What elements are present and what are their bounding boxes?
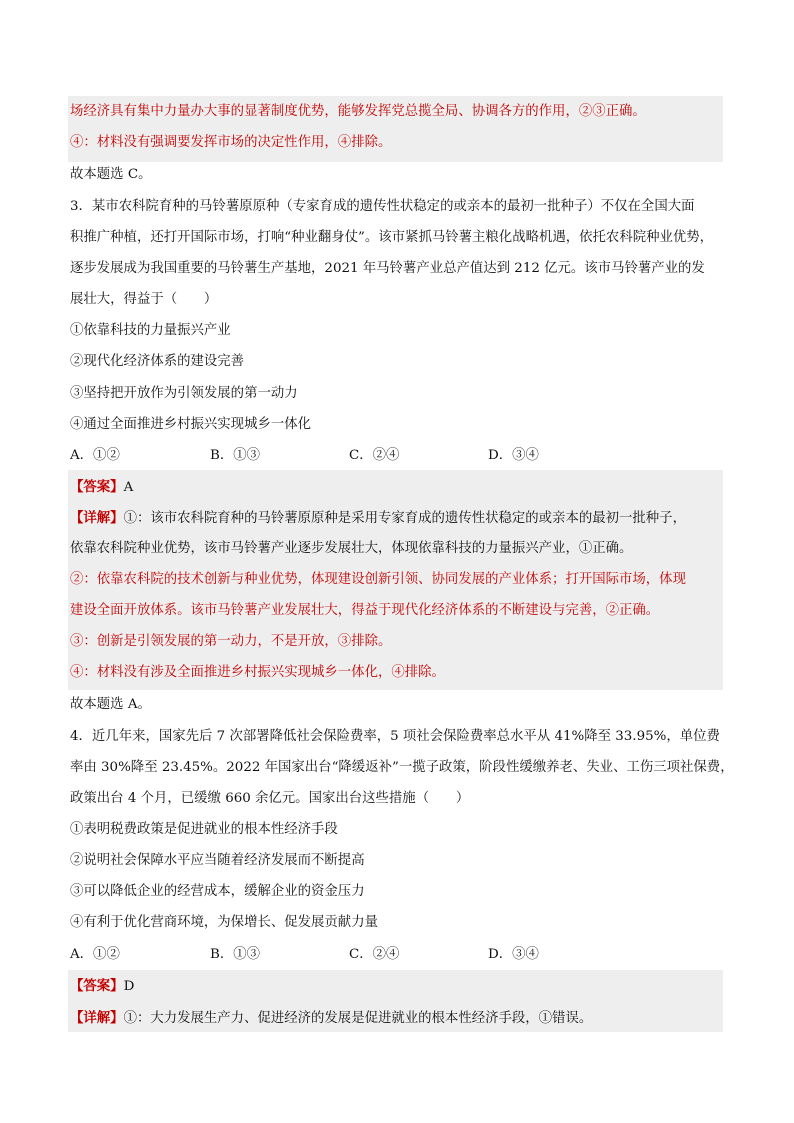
q3-detail-2b: 建设全面开放体系。该市马铃薯产业发展壮大，得益于现代化经济体系的不断建设与完善，②正确。 [70, 603, 660, 618]
q3-item-1: ①依靠科技的力量振兴产业 [70, 323, 231, 338]
q2-conclusion: 故本题选 C。 [70, 167, 152, 182]
q3-option-d: D．③④ [488, 448, 539, 463]
q4-option-c: C．②④ [349, 947, 400, 962]
q3-stem-line-1: 3．某市农科院育种的马铃薯原原种（专家育成的遗传性状稳定的或亲本的最初一批种子）不仅在全国大面 [70, 199, 695, 214]
q4-detail-1: ①：大力发展生产力、促进经济的发展是促进就业的根本性经济手段，①错误。 [123, 1011, 593, 1026]
q4-option-d: D．③④ [488, 947, 539, 962]
q3-detail-4: ④：材料没有涉及全面推进乡村振兴实现城乡一体化，④排除。 [70, 665, 445, 680]
q3-detail-line-1 [70, 508, 686, 529]
q3-detail-3: ③：创新是引领发展的第一动力，不是开放，③排除。 [70, 634, 392, 649]
q3-stem-line-3: 逐步发展成为我国重要的马铃薯生产基地，2021 年马铃薯产业总产值达到 212 亿元。该市马铃薯产业的发 [70, 261, 705, 276]
q4-answer-tag: 【答案】 [70, 978, 124, 994]
q3-item-3: ③坚持把开放作为引领发展的第一动力 [70, 386, 298, 401]
q3-answer-line [70, 477, 133, 498]
q3-detail-1a: ①：该市农科院育种的马铃薯原原种是采用专家育成的遗传性状稳定的或亲本的最初一批种子， [123, 511, 686, 526]
q2-analysis-line-1: 场经济具有集中力量办大事的显著制度优势，能够发挥党总揽全局、协调各方的作用，②③正确。 [70, 104, 646, 119]
q3-option-b: B．①③ [210, 448, 261, 463]
q4-option-a: A．①② [70, 947, 120, 962]
q2-analysis-line-2: ④：材料没有强调要发挥市场的决定性作用，④排除。 [70, 135, 392, 150]
q4-stem-line-1: 4．近几年来，国家先后 7 次部署降低社会保险费率，5 项社会保险费率总水平从 41%降至 33.95%，单位费 [70, 729, 720, 744]
q3-stem-line-4: 展壮大，得益于（ ） [70, 292, 218, 307]
q3-detail-1b: 依靠农科院种业优势，该市马铃薯产业逐步发展壮大，体现依靠科技的力量振兴产业，①正确。 [70, 541, 633, 556]
q4-detail-line-1 [70, 1008, 592, 1029]
q3-detail-2a: ②：依靠农科院的技术创新与种业优势，体现建设创新引领、协同发展的产业体系；打开国际市场，体现 [70, 572, 686, 587]
q3-option-c: C．②④ [349, 448, 400, 463]
q4-detail-tag: 【详解】 [70, 1010, 124, 1026]
q4-answer-value: D [123, 979, 135, 994]
q3-item-2: ②现代化经济体系的建设完善 [70, 354, 245, 369]
q4-item-1: ①表明税费政策是促进就业的根本性经济手段 [70, 822, 338, 837]
q4-answer-line [70, 976, 134, 997]
q4-item-4: ④有利于优化营商环境，为保增长、促发展贡献力量 [70, 915, 378, 930]
q4-item-2: ②说明社会保障水平应当随着经济发展而不断提高 [70, 853, 365, 868]
q3-conclusion: 故本题选 A。 [70, 697, 151, 712]
q3-option-a: A．①② [70, 448, 120, 463]
q4-stem-line-3: 政策出台 4 个月，已缓缴 660 余亿元。国家出台这些措施（ ） [70, 791, 470, 806]
q4-item-3: ③可以降低企业的经营成本，缓解企业的资金压力 [70, 884, 365, 899]
q4-stem-line-2: 率由 30%降至 23.45%。2022 年国家出台“降缓返补”一揽子政策，阶段性缓缴养老、失业、工伤三项社保费， [70, 760, 734, 775]
q3-answer-value: A [123, 480, 134, 495]
q4-option-b: B．①③ [210, 947, 261, 962]
q3-item-4: ④通过全面推进乡村振兴实现城乡一体化 [70, 417, 312, 432]
q3-stem-line-2: 积推广种植，还打开国际市场，打响“种业翻身仗”。该市紧抓马铃薯主粮化战略机遇，依托农科院种业优势， [70, 230, 714, 245]
q3-detail-tag: 【详解】 [70, 510, 124, 526]
q3-answer-tag: 【答案】 [70, 479, 124, 495]
